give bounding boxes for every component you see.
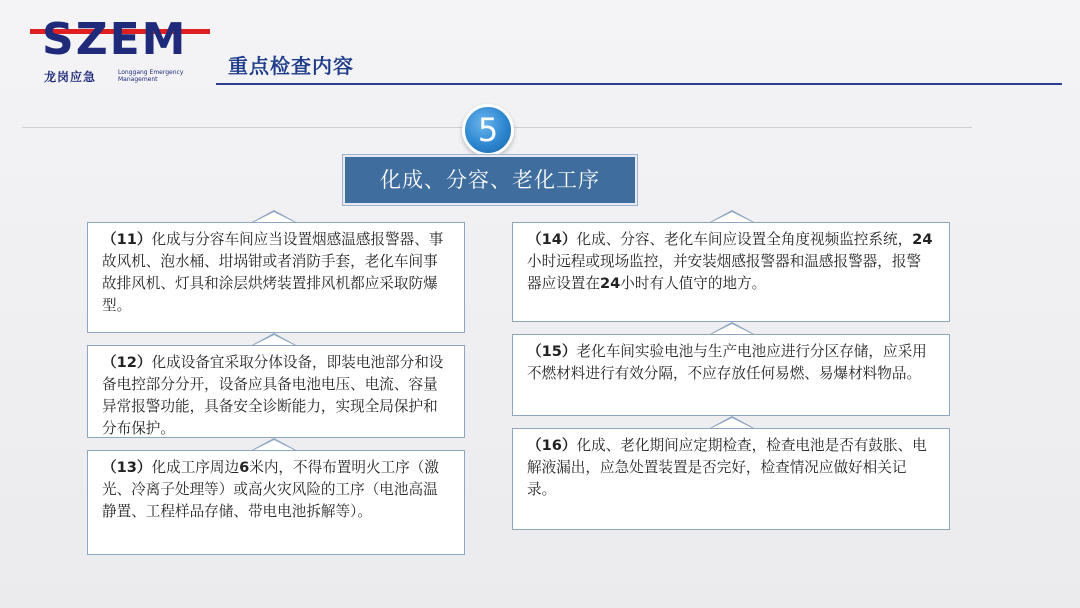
card-text-bold: 24: [599, 275, 621, 292]
card-number: （11）: [102, 231, 152, 248]
section-title: 化成、分容、老化工序: [345, 157, 635, 203]
card-text: 化成与分容车间应当设置烟感温感报警器、事故风机、泡水桶、坩埚钳或者消防手套，老化车间事故排风机、灯具和涂层烘烤装置排风机都应采取防爆型。: [102, 231, 444, 314]
card-number: （15）: [527, 343, 577, 360]
card-connector-arrow: [710, 210, 754, 222]
card-number: （14）: [527, 231, 577, 248]
logo-english-name: Longgang Emergency Management: [118, 69, 184, 83]
card-item-12: [87, 345, 465, 438]
logo-chinese-name: 龙岗应急: [44, 70, 97, 84]
card-text: 小时有人值守的地方。: [620, 275, 767, 292]
card-connector-arrow: [252, 438, 296, 450]
card-text: 化成、分容、老化车间应设置全角度视频监控系统，: [576, 231, 913, 248]
card-text: 化成工序周边: [151, 459, 240, 476]
card-text-bold: 24: [912, 231, 933, 248]
card-item-11: [87, 222, 465, 333]
card-connector-arrow: [252, 210, 296, 222]
card-text: 化成、老化期间应定期检查，检查电池是否有鼓胀、电解液漏出，应急处置装置是否完好，检查情况应做好相关记录。: [527, 437, 927, 498]
card-number: （16）: [527, 437, 577, 454]
card-text: 小时远程或现场监控，并安装烟感报警器和温感报警器，报警器应设置在: [527, 253, 922, 292]
card-item-16: [512, 428, 950, 530]
card-item-15: [512, 334, 950, 416]
card-text-bold: 6: [239, 459, 250, 476]
page-title: 重点检查内容: [228, 54, 354, 78]
logo: [30, 14, 210, 88]
card-item-13: [87, 450, 465, 555]
card-number: （13）: [102, 459, 152, 476]
card-text: 老化车间实验电池与生产电池应进行分区存储，应采用不燃材料进行有效分隔，不应存放任何易燃、易爆材料物品。: [527, 343, 927, 382]
card-text: 化成设备宜采取分体设备，即装电池部分和设备电控部分分开，设备应具备电池电压、电流、容量异常报警功能，具备安全诊断能力，实现全局保护和分布保护。: [102, 354, 444, 437]
card-connector-arrow: [252, 333, 296, 345]
title-divider: [216, 83, 1062, 85]
card-connector-arrow: [710, 322, 754, 334]
logo-brand: SZEM: [42, 14, 188, 65]
section-number-badge: 5: [462, 104, 514, 156]
card-connector-arrow: [710, 416, 754, 428]
card-item-14: [512, 222, 950, 322]
card-number: （12）: [102, 354, 152, 371]
card-text: 米内，不得布置明火工序（激光、冷离子处理等）或高火灾风险的工序（电池高温静置、工程样品存储、带电电池拆解等）。: [102, 459, 439, 520]
